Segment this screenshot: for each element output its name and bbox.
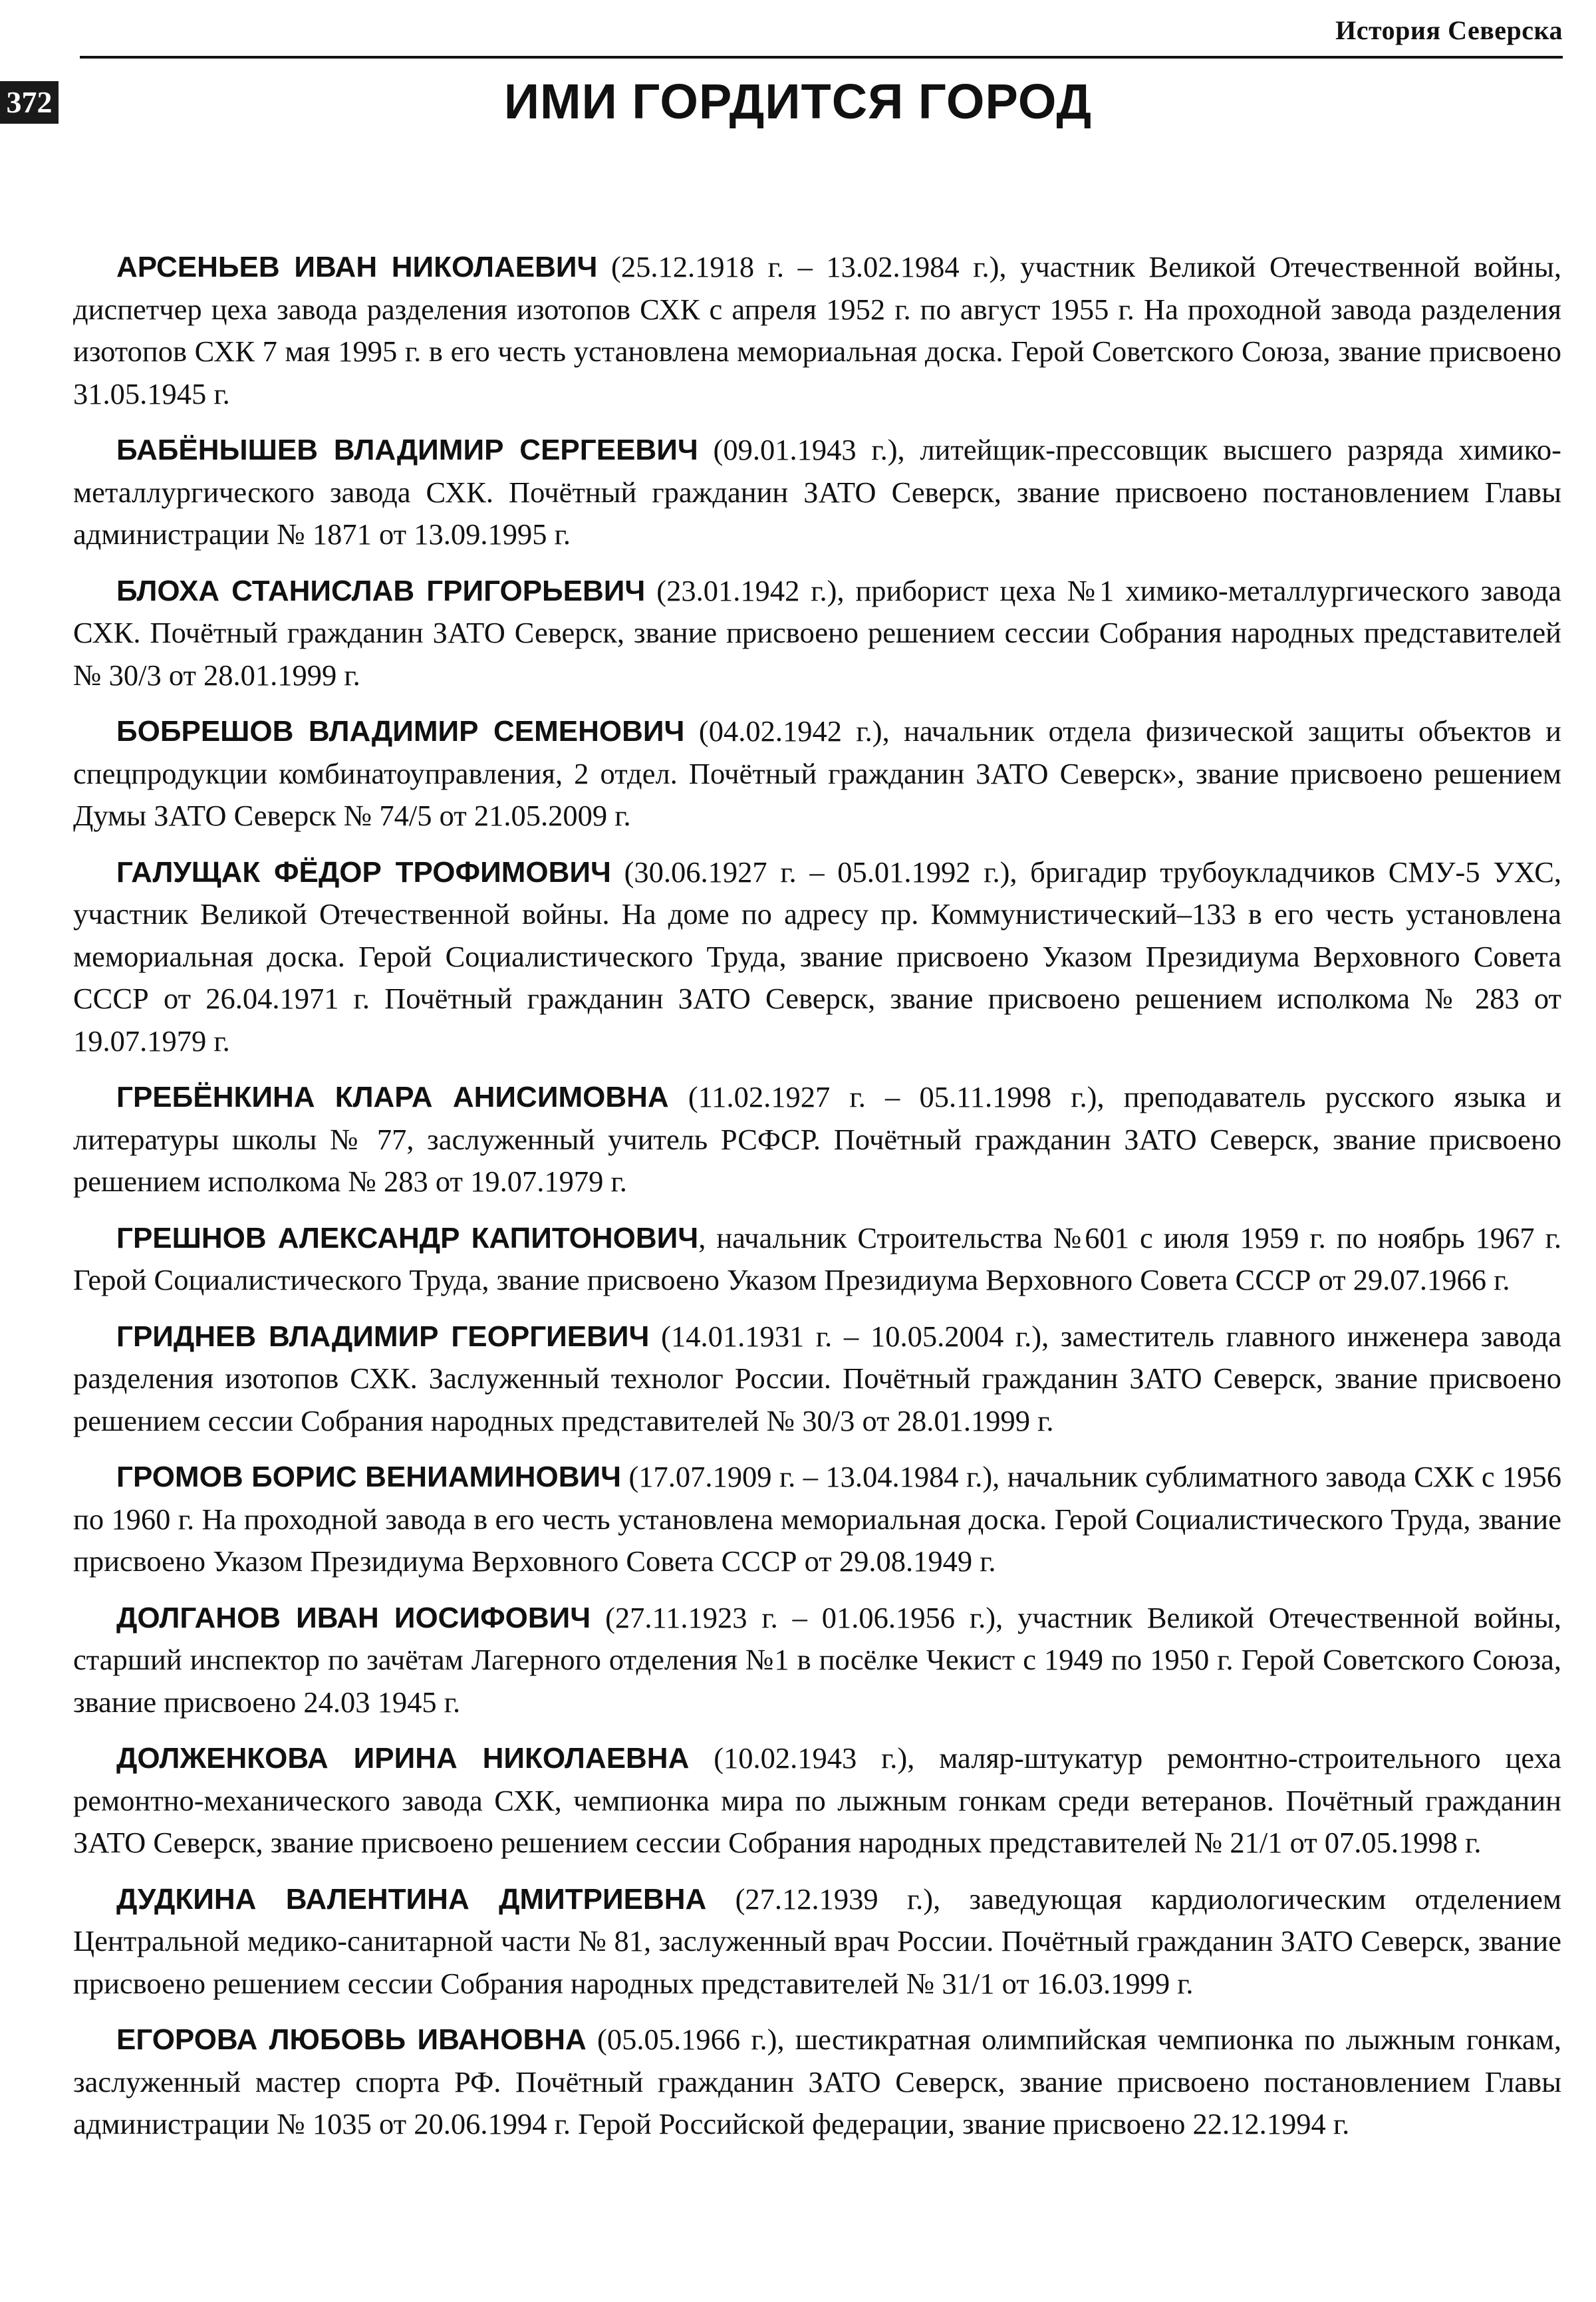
entry-name: БАБЁНЫШЕВ ВЛАДИМИР СЕРГЕЕВИЧ [116,434,698,466]
entry-text: (17.07.1909 г. – 13.04.1984 г.), начальник сублиматного завода СХК с 1956 по 1960 г. На проходной завода в его честь установлена мемориальная доска. Герой Социалистического Труда, звание присвоено Указом Президиума Верховного Совета СССР от 29.08.1949 г. [73,1460,1561,1578]
entry-name: ЕГОРОВА ЛЮБОВЬ ИВАНОВНА [116,2023,587,2056]
running-title: История Северска [1335,15,1563,45]
entry-name: ГРЕШНОВ АЛЕКСАНДР КАПИТОНОВИЧ [116,1221,699,1254]
entry [73,1456,1561,1583]
entry [73,246,1561,415]
entry [73,1737,1561,1864]
entry [73,1597,1561,1724]
entry-name: ДОЛГАНОВ ИВАН ИОСИФОВИЧ [116,1601,591,1634]
entry-name: ГРЕБЁНКИНА КЛАРА АНИСИМОВНА [116,1081,669,1113]
entry [73,710,1561,837]
entry [73,570,1561,697]
entry [73,429,1561,556]
entry-text: (23.01.1942 г.), приборист цеха №1 химико-металлургического завода СХК. Почётный гражданин ЗАТО Северск, звание присвоено решением сессии Собрания народных представителей № 30/3 от 28.01.1999 г. [73,573,1562,692]
entries-list [73,246,1561,2160]
page-number: 372 [0,81,59,124]
entry [73,1878,1561,2005]
entry-name: АРСЕНЬЕВ ИВАН НИКОЛАЕВИЧ [116,251,598,283]
entry-name: ДУДКИНА ВАЛЕНТИНА ДМИТРИЕВНА [116,1882,707,1916]
entry [73,851,1561,1063]
entry-text: , начальник Строительства №601 с июля 1959 г. по ноябрь 1967 г. Герой Социалистического Труда, звание присвоено Указом Президиума Верховного Совета СССР от 29.07.1966 г. [73,1221,1562,1296]
entry [73,1217,1561,1302]
entry-text: (27.11.1923 г. – 01.06.1956 г.), участник Великой Отечественной войны, старший инспектор по зачётам Лагерного отделения №1 в посёлке Чекист с 1949 по 1950 г. Герой Советского Союза, звание присвоено 24.03 1945 г. [73,1600,1561,1719]
entry [73,2019,1561,2146]
entry-name: ГРИДНЕВ ВЛАДИМИР ГЕОРГИЕВИЧ [116,1320,650,1353]
page-title: ИМИ ГОРДИТСЯ ГОРОД [503,74,1093,129]
entry [73,1076,1561,1203]
header-rule [80,56,1563,59]
entry-text: (30.06.1927 г. – 05.01.1992 г.), бригадир трубоукладчиков СМУ-5 УХС, участник Великой Отечественной войны. На доме по адресу пр. Коммунистический–133 в его честь установлена мемориальная доска. Герой Социалистического Труда, звание присвоено Указом Президиума Верховного Совета СССР от 26.04.1971 г. Почётный гражданин ЗАТО Северск, звание присвоено решением исполкома № 283 от 19.07.1979 г. [73,855,1561,1058]
entry-text: (05.05.1966 г.), шестикратная олимпийская чемпионка по лыжным гонкам, заслуженный мастер спорта РФ. Почётный гражданин ЗАТО Северск, звание присвоено постановлением Главы администрации № 1035 от 20.06.1994 г. Герой Российской федерации, звание присвоено 22.12.1994 г. [73,2023,1562,2140]
entry-name: БОБРЕШОВ ВЛАДИМИР СЕМЕНОВИЧ [116,715,685,748]
entry-name: БЛОХА СТАНИСЛАВ ГРИГОРЬЕВИЧ [116,574,646,607]
entry-name: ГРОМОВ БОРИС ВЕНИАМИНОВИЧ [116,1461,622,1493]
entry-text: (09.01.1943 г.), литейщик-прессовщик высшего разряда химико-металлургического завода СХК. Почётный гражданин ЗАТО Северск, звание присвоено постановлением Главы администрации № 1871 от 13.09.1995 г. [73,433,1561,551]
entry-text: (27.12.1939 г.), заведующая кардиологическим отделением Центральной медико-санитарной части № 81, заслуженный врач России. Почётный гражданин ЗАТО Северск, звание присвоено решением сессии Собрания народных представителей № 31/1 от 16.03.1999 г. [73,1882,1561,2000]
entry-name: ГАЛУЩАК ФЁДОР ТРОФИМОВИЧ [116,855,611,889]
entry-text: (10.02.1943 г.), маляр-штукатур ремонтно-строительного цеха ремонтно-механического завода СХК, чемпионка мира по лыжным гонкам среди ветеранов. Почётный гражданин ЗАТО Северск, звание присвоено решением сессии Собрания народных представителей № 21/1 от 07.05.1998 г. [73,1741,1562,1859]
entry-text: (14.01.1931 г. – 10.05.2004 г.), заместитель главного инженера завода разделения изотопов СХК. Заслуженный технолог России. Почётный гражданин ЗАТО Северск, звание присвоено решением сессии Собрания народных представителей № 30/3 от 28.01.1999 г. [73,1319,1562,1437]
entry-text: (25.12.1918 г. – 13.02.1984 г.), участник Великой Отечественной войны, диспетчер цеха завода разделения изотопов СХК с апреля 1952 г. по август 1955 г. На проходной завода разделения изотопов СХК 7 мая 1995 г. в его честь установлена мемориальная доска. Герой Советского Союза, звание присвоено 31.05.1945 г. [73,250,1561,410]
entry-text: (04.02.1942 г.), начальник отдела физической защиты объектов и спецпродукции комбинатоуправления, 2 отдел. Почётный гражданин ЗАТО Северск», звание присвоено решением Думы ЗАТО Северск № 74/5 от 21.05.2009 г. [73,714,1561,832]
entry-name: ДОЛЖЕНКОВА ИРИНА НИКОЛАЕВНА [116,1742,690,1775]
entry [73,1316,1561,1443]
entry-text: (11.02.1927 г. – 05.11.1998 г.), преподаватель русского языка и литературы школы № 77, заслуженный учитель РСФСР. Почётный гражданин ЗАТО Северск, звание присвоено решением исполкома № 283 от 19.07.1979 г. [73,1080,1561,1198]
